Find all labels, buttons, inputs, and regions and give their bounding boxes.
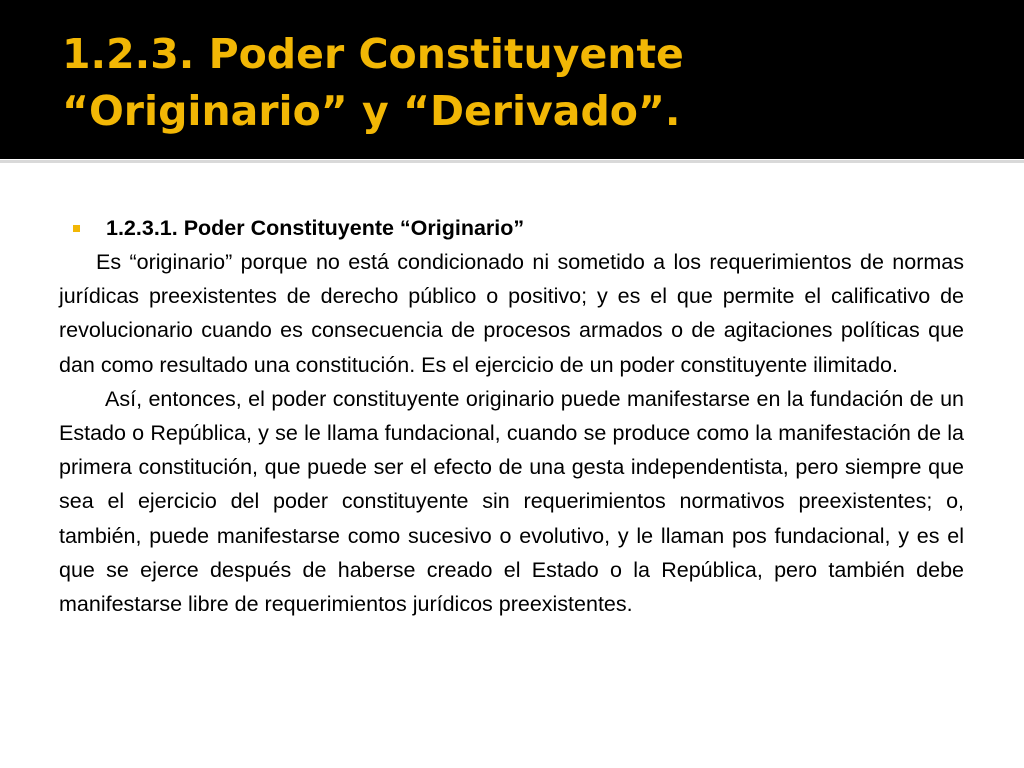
slide-title-line-2: “Originario” y “Derivado”. [62,87,681,135]
bullet-item [59,211,964,245]
slide-title [62,26,1002,140]
paragraph-2: Así, entonces, el poder constituyente originario puede manifestarse en la fundación de un Estado o República, y se le llama fundacional, cuando se produce como la manifestación de la primera constitución, que puede ser el efecto de una gesta independentista, pero siempre que sea el ejercicio del poder constituyente sin requerimientos normativos preexistentes; o, también, puede manifestarse como sucesivo o evolutivo, y le llaman pos fundacional, y es el que se ejerce después de haberse creado el Estado o la República, pero también debe manifestarse libre de requerimientos jurídicos preexistentes. [59,386,964,617]
title-divider [0,160,1024,163]
paragraph-1: Es “originario” porque no está condicionado ni sometido a los requerimientos de normas jurídicas preexistentes de derecho público o positivo; y es el que permite el calificativo de revolucionario cuando es consecuencia de procesos armados o de agitaciones políticas que dan como resultado una constitución. Es el ejercicio de un poder constituyente ilimitado. [59,250,964,377]
slide-body [59,211,964,621]
square-bullet-icon [73,225,80,232]
bullet-heading: 1.2.3.1. Poder Constituyente “Originario” [106,216,525,240]
slide-title-line-1: 1.2.3. Poder Constituyente [62,30,684,78]
